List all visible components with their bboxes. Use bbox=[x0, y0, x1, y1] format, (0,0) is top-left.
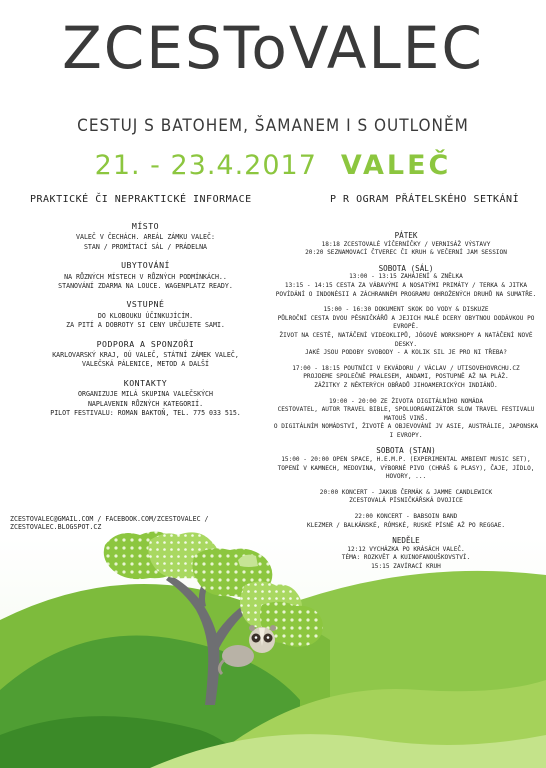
program-line: 20:00 KONCERT - JAKUB ČERMÁK & JAMME CANDLEWICK bbox=[319, 488, 493, 496]
program-line: KLEZMER / BALKÁNSKÉ, RÓMSKÉ, RUSKÉ PÍSNĚ AŽ PO REGGAE. bbox=[306, 521, 506, 529]
program-line: O DIGITÁLNÍM NOMÁDSTVÍ, ŽIVOTĚ A OBJEVOVÁNÍ JV ASIE, AUSTRÁLIE, JAPONSKA I EVROPY. bbox=[273, 423, 539, 439]
program-line: 15:00 - 16:30 DOKUMENT SKOK DO VODY & DISKUZE bbox=[323, 306, 489, 314]
program-line: 15:15 ZAVÍRACÍ KRUH bbox=[371, 563, 441, 570]
event-dates-line bbox=[0, 150, 546, 181]
loris-icon bbox=[219, 625, 276, 674]
hill-mid-left bbox=[0, 636, 300, 768]
info-line: ZA PITÍ A DOBROTY SI CENY URČUJETE SAMI. bbox=[66, 321, 225, 330]
program-item bbox=[272, 489, 540, 506]
program-day bbox=[272, 265, 540, 441]
program-item bbox=[272, 513, 540, 530]
program-line: PROJDEME SPOLEČNĚ PRALESEM, ANDAMI, POSTUPNĚ AŽ NA PLÁŽ. bbox=[303, 373, 509, 381]
program-day-title: NEDĚLE bbox=[392, 536, 420, 546]
program-column bbox=[272, 230, 540, 579]
info-section-title: VSTUPNÉ bbox=[126, 299, 165, 310]
info-line: NAPLAVENIN RŮZNÝCH KATEGORIÍ. bbox=[87, 399, 204, 408]
info-line: ORGANIZUJE MILÁ SKUPINA VALEČSKÝCH bbox=[78, 390, 213, 399]
info-line: STAN / PROMÍTACÍ SÁL / PRÁDELNA bbox=[83, 242, 208, 251]
program-line: ZCESTOVALÁ PÍSNIČKÁŘSKÁ DVOJICE bbox=[349, 497, 463, 505]
program-line: 15:00 - 20:00 OPEN SPACE, H.E.M.P. (EXPERIMENTAL AMBIENT MUSIC SET), bbox=[281, 456, 531, 464]
info-section-title: UBYTOVÁNÍ bbox=[121, 260, 170, 271]
program-line: TÉMA: ROZKVĚT A KUINOFANOUŠKOVSTVÍ. bbox=[341, 554, 471, 562]
hill-front-right bbox=[200, 680, 546, 768]
program-line: CESTOVATEL, AUTOR TRAVEL BIBLE, SPOLUORGANIZÁTOR SLOW TRAVEL FESTIVALU MATOUŠ VINŠ. bbox=[277, 406, 535, 422]
program-line: 13:15 - 14:15 CESTA ZA VÁBAVÝMI A NOSATÝMI PRIMÁTY / TERKA & JITKA bbox=[284, 281, 528, 289]
program-day-title: SOBOTA (SÁL) bbox=[378, 263, 434, 273]
info-section bbox=[18, 340, 273, 370]
program-item bbox=[272, 306, 540, 358]
program-line: TOPENÍ V KAMNECH, MEDOVINA, VÝBORNÉ PIVO (CHRÁŠ & PLASY), ČAJE, JÍDLO, HOVORY, ... bbox=[277, 464, 535, 481]
hill-front-left bbox=[0, 716, 250, 768]
program-item bbox=[272, 365, 540, 391]
program-line: 19:00 - 20:00 ZE ŽIVOTA DIGITÁLNÍHO NOMÁDA bbox=[328, 397, 484, 405]
program-line: 18:18 ZCESTOVALÉ VÍČERNÍČKY / VERNISÁŽ VÝSTAVY bbox=[321, 240, 491, 248]
program-line: POVÍDÁNÍ O INDONÉSII A ZÁCHRANNÉM PROGRAMU OHROŽENÝCH DRUHŮ NA SUMATŘE. bbox=[275, 290, 537, 298]
info-line: KARLOVARSKÝ KRAJ, OÚ VALEČ, STÁTNÍ ZÁMEK VALEČ, bbox=[52, 351, 239, 360]
info-line: DO KLOBOUKU ÚČINKUJÍCÍM. bbox=[97, 311, 194, 320]
info-line: STANOVÁNÍ ZDARMA NA LOUCE. WAGENPLATZ READY. bbox=[58, 282, 233, 291]
poster-subtitle: CESTUJ S BATOHEM, ŠAMANEM I S OUTLONĚM bbox=[77, 116, 469, 136]
info-section-title: MÍSTO bbox=[131, 221, 160, 231]
program-line: 20:20 SEZNAMOVACÍ ČTVEREC ČI KRUH & VEČERNÍ JAM SESSION bbox=[305, 249, 507, 257]
info-line: NA RŮZNÝCH MÍSTECH V RŮZNÝCH PODMÍNKÁCH.. bbox=[64, 272, 227, 281]
program-line: 13:00 - 13:15 ZAHÁJENÍ & ZNĚLKA bbox=[349, 273, 463, 281]
program-item bbox=[272, 241, 540, 258]
hill-back-right bbox=[300, 571, 546, 768]
event-place: VALEČ bbox=[340, 150, 452, 181]
program-line: PŮLROČNÍ CESTA DVOU PĚSNIČKÁŘŮ A JEJICH MALÉ DCERY OBYTNOU DODÁVKOU PO EVROPĚ. bbox=[277, 314, 535, 331]
program-line: 17:00 - 18:15 POUTNÍCI V EKVÁDORU / VÁCLAV / UTISOVEHOVRCHU.CZ bbox=[292, 364, 520, 372]
program-item bbox=[272, 398, 540, 441]
program-line: 22:00 KONCERT - BABSOIN BAND bbox=[354, 513, 458, 521]
contact-line: ZCESTOVALEC@GMAIL.COM / FACEBOOK.COM/ZCESTOVALEC / ZCESTOVALEC.BLOGSPOT.CZ bbox=[10, 515, 209, 531]
info-line: PILOT FESTIVALU: ROMAN BAKTOŇ, TEL. 775 033 515. bbox=[50, 409, 241, 418]
info-section-title: PODPORA A SPONZOŘI bbox=[96, 338, 195, 349]
program-line: ZÁŽITKY Z NĚKTERÝCH OBŘADŮ JIHOAMERICKÝCH INDIÁNŮ. bbox=[314, 381, 498, 389]
info-column bbox=[18, 222, 273, 428]
info-section bbox=[18, 261, 273, 291]
poster-title: ZCESToVALEC bbox=[62, 14, 484, 82]
program-line: 12:12 VYCHÁZKA PO KRÁSÁCH VALEČ. bbox=[347, 545, 465, 553]
left-column-heading: PRAKTICKÉ ČI NEPRAKTICKÉ INFORMACE bbox=[30, 194, 252, 205]
program-day bbox=[272, 447, 540, 530]
program-line: JAKÉ JSOU PODOBY SVOBODY - A KOLIK SIL JE PRO NI TŘEBA? bbox=[305, 349, 507, 357]
info-line: VALEČSKÁ PÁLENICE, METOD A DALŠÍ bbox=[81, 360, 210, 369]
info-section-title: KONTAKTY bbox=[123, 377, 168, 388]
info-section bbox=[18, 222, 273, 252]
program-item bbox=[272, 273, 540, 299]
hill-strip bbox=[150, 734, 546, 768]
info-section bbox=[18, 300, 273, 330]
program-day bbox=[272, 537, 540, 571]
program-day bbox=[272, 232, 540, 258]
program-item bbox=[272, 456, 540, 482]
program-day-title: SOBOTA (STAN) bbox=[376, 446, 436, 456]
info-line: VALEČ V ČECHÁCH. AREÁL ZÁMKU VALEČ: bbox=[76, 233, 215, 242]
event-dates: 21. - 23.4.2017 bbox=[94, 150, 317, 181]
program-item bbox=[272, 546, 540, 572]
program-line: ŽIVOT NA CESTĚ, NATÁČENÍ VIDEOKLIPŮ, JÓGOVÉ WORKSHOPY A NATÁČENÍ NOVÉ DESKY. bbox=[279, 331, 533, 348]
right-column-heading: P R OGRAM PŘÁTELSKÉHO SETKÁNÍ bbox=[330, 194, 520, 205]
program-day-title: PÁTEK bbox=[394, 231, 418, 240]
hill-back-left bbox=[0, 584, 330, 768]
info-section bbox=[18, 379, 273, 419]
